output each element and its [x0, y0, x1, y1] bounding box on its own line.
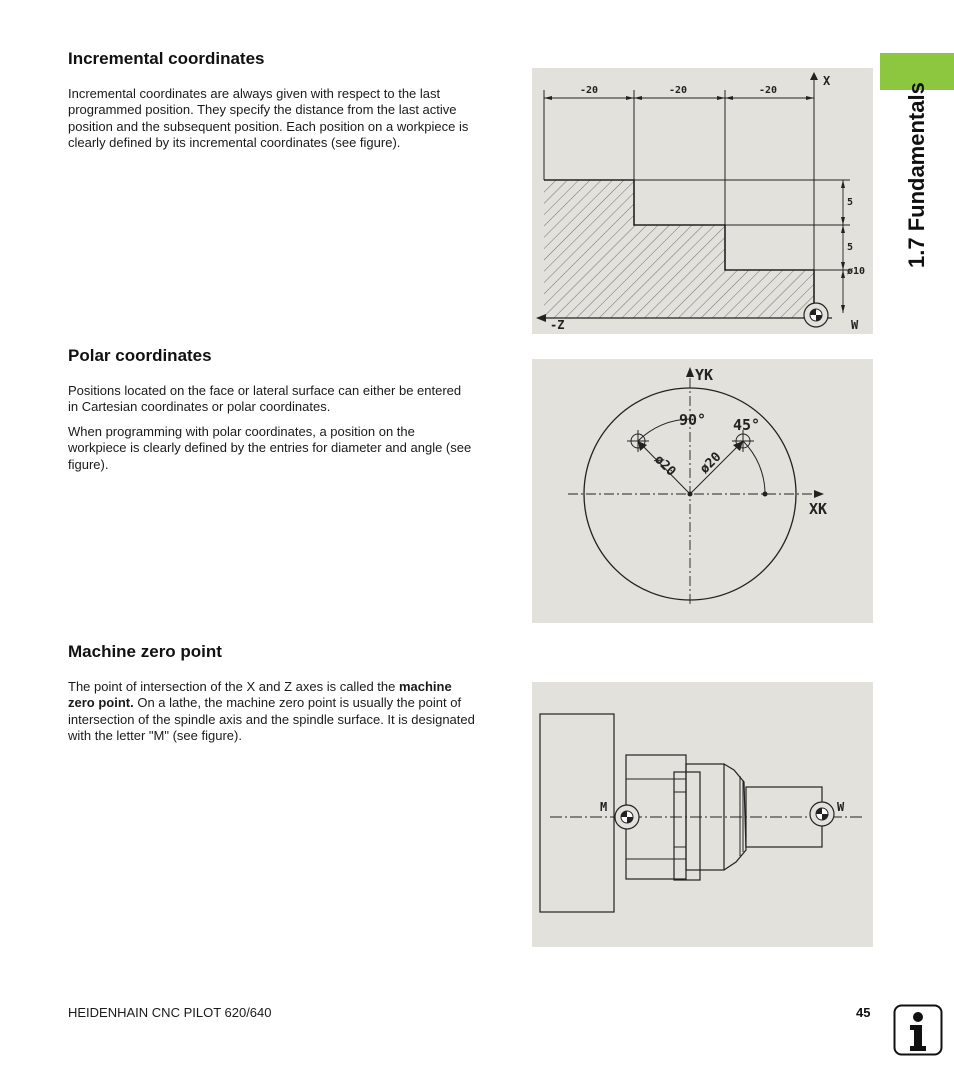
dim-z-3: -20 [759, 85, 778, 96]
para-line: in Cartesian coordinates or polar coordinates. [68, 399, 331, 415]
figure-incremental [532, 68, 873, 334]
diam-2-label: ø20 [697, 449, 725, 477]
axis-x-label: X [823, 74, 831, 88]
label-m: M [600, 800, 608, 814]
chapter-title-text: 1.7 Fundamentals [904, 82, 929, 268]
para-line: programmed position. They specify the distance from the last active [68, 102, 457, 118]
axis-z-label: -Z [550, 318, 565, 332]
para-line: figure). [68, 456, 109, 472]
angle-45-label: 45° [733, 416, 761, 434]
para-machine-zero: The point of intersection of the X and Z axes is called the machine zero point. On a lathe, the machine zero point is usually the point of intersection of the spindle axis and the spindle surface. It is designated with the letter "M" (see figure). [68, 679, 475, 743]
para-line: workpiece is clearly defined by the entries for diameter and angle (see [68, 440, 472, 456]
info-icon[interactable] [893, 1004, 943, 1056]
workpiece-zero-icon [804, 303, 828, 327]
dim-x-2: 5 [847, 242, 854, 253]
page-number: 45 [856, 1005, 871, 1020]
diam-1-label: ø20 [651, 452, 679, 480]
dim-z-1: -20 [580, 85, 599, 96]
workpiece-zero-icon [810, 802, 834, 826]
footer-product: HEIDENHAIN CNC PILOT 620/640 [68, 1005, 272, 1020]
dim-z-2: -20 [669, 85, 688, 96]
para-line: When programming with polar coordinates, a position on the [68, 424, 415, 439]
heading-machine-zero: Machine zero point [68, 642, 222, 661]
para-polar-2 [68, 424, 514, 473]
origin-w-label: W [851, 318, 859, 332]
workpiece-section [544, 180, 814, 318]
axis-yk-label: YK [695, 366, 714, 384]
angle-90-label: 90° [679, 411, 707, 429]
dim-x-1: 5 [847, 197, 854, 208]
para-line: Incremental coordinates are always given with respect to the last [68, 86, 441, 101]
chapter-title [895, 50, 935, 270]
para-polar-1 [68, 383, 514, 416]
figure-polar [532, 359, 873, 623]
para-incremental [68, 86, 514, 151]
figure-machine-zero [532, 682, 873, 947]
heading-polar: Polar coordinates [68, 346, 212, 365]
machine-zero-icon [615, 805, 639, 829]
label-w: W [837, 800, 845, 814]
para-line: clearly defined by its incremental coordinates (see figure). [68, 134, 401, 150]
para-line: Positions located on the face or lateral surface can either be entered [68, 383, 462, 398]
heading-incremental: Incremental coordinates [68, 49, 265, 68]
para-line: position and the subsequent position. Each position on a workpiece is [68, 118, 469, 134]
dim-x-3: ø10 [847, 266, 866, 277]
axis-xk-label: XK [809, 500, 828, 518]
